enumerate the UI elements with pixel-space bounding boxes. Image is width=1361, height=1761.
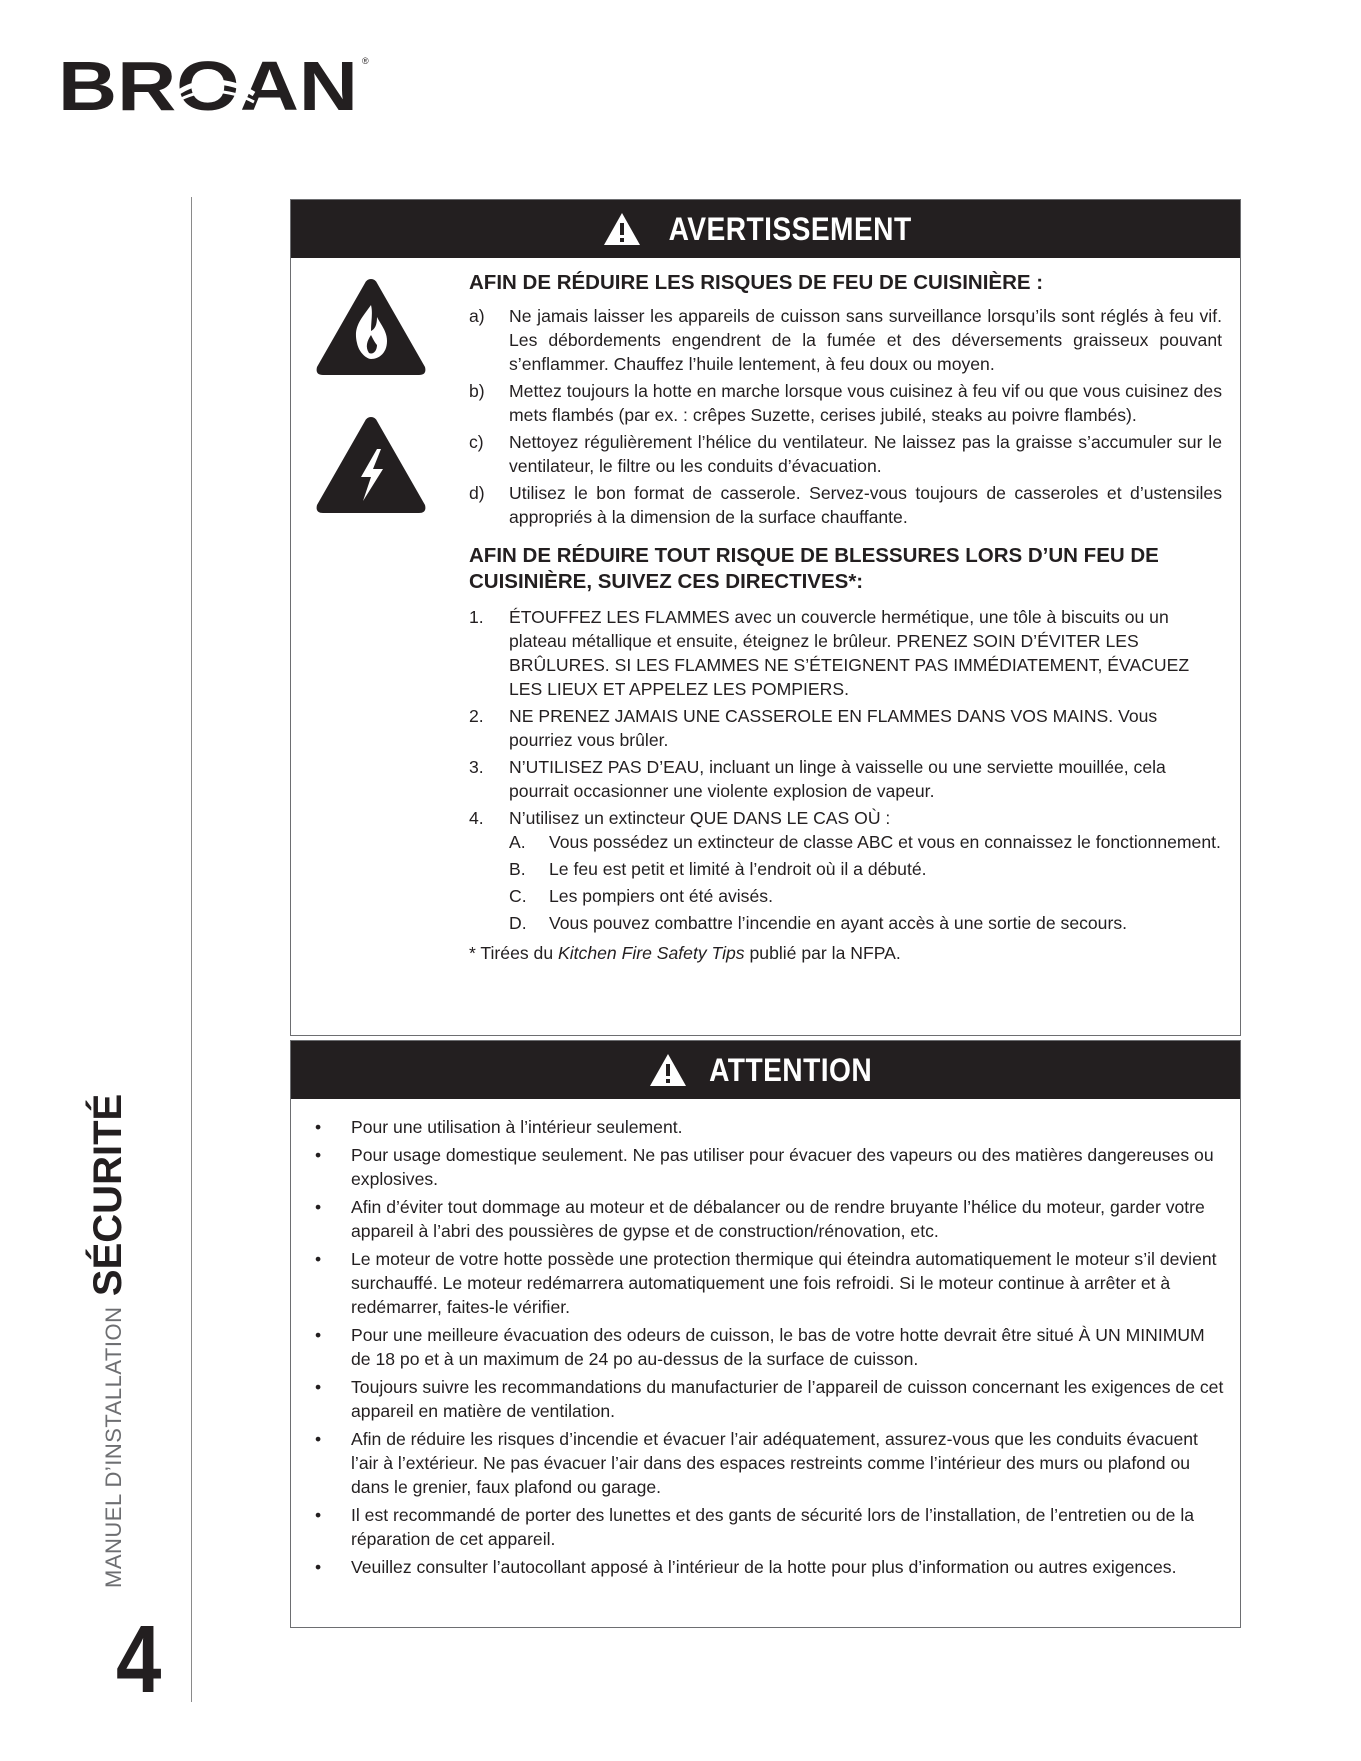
bullet: • <box>315 1557 322 1577</box>
warning-heading-injury: AFIN DE RÉDUIRE TOUT RISQUE DE BLESSURES LORS D’UN FEU DE CUISINIÈRE, SUIVEZ CES DIRECTIVES*: <box>469 544 1159 593</box>
caution-box <box>290 1040 1241 1628</box>
registered-mark: ® <box>362 56 369 66</box>
item-text: N’utilisez un extincteur QUE DANS LE CAS OÙ : <box>509 808 891 828</box>
item-body <box>509 806 1222 938</box>
item-text: Pour usage domestique seulement. Ne pas utiliser pour évacuer des vapeurs ou des matières dangereuses ou explosives. <box>351 1145 1214 1189</box>
caution-title: ATTENTION <box>709 1051 872 1088</box>
list-item <box>469 481 1222 529</box>
list-item <box>311 1247 1228 1319</box>
list-item <box>311 1375 1228 1423</box>
bullet: • <box>315 1377 322 1397</box>
list-item <box>311 1427 1228 1499</box>
hazard-icons <box>313 275 429 551</box>
sub-item-marker: D. <box>509 913 527 933</box>
sidebar-label <box>86 1094 131 1588</box>
sub-list-item <box>509 857 1222 881</box>
list-item <box>311 1143 1228 1191</box>
manual-label: MANUEL D’INSTALLATION <box>101 1306 126 1588</box>
broan-logo <box>58 54 378 118</box>
injury-directives-list <box>469 605 1222 938</box>
page-number: 4 <box>116 1606 162 1713</box>
list-item <box>469 430 1222 478</box>
note-title: Kitchen Fire Safety Tips <box>558 943 745 963</box>
item-text: Afin d’éviter tout dommage au moteur et de débalancer ou de rendre bruyante l’hélice du moteur, garder votre appareil à l’abri des poussières de gypse et de construction/rénovation, etc. <box>351 1197 1205 1241</box>
fire-risk-list <box>469 304 1222 529</box>
item-text: ÉTOUFFEZ LES FLAMMES avec un couvercle hermétique, une tôle à biscuits ou un plateau métallique et ensuite, éteignez le brûleur. PRENEZ SOIN D’ÉVITER LES BRÛLURES. SI LES FLAMMES NE S’ÉTEIGNENT PAS IMMÉDIATEMENT, ÉVACUEZ LES LIEUX ET APPELEZ LES POMPIERS. <box>509 607 1190 699</box>
warning-triangle-icon <box>602 211 642 247</box>
item-marker: a) <box>469 306 485 326</box>
list-item <box>469 379 1222 427</box>
list-item <box>469 806 1222 938</box>
bullet: • <box>315 1197 322 1217</box>
item-marker: 3. <box>469 757 484 777</box>
warning-content <box>469 270 1222 965</box>
item-text: Afin de réduire les risques d’incendie et évacuer l’air adéquatement, assurez-vous que les conduits évacuent l’air à l’extérieur. Ne pas évacuer l’air dans des espaces restreints comme l’intérieur des murs ou plafond ou dans le grenier, faux plafond ou garage. <box>351 1429 1198 1497</box>
list-item <box>469 704 1222 752</box>
list-item <box>311 1555 1228 1579</box>
list-item <box>311 1115 1228 1139</box>
sub-item-marker: B. <box>509 859 526 879</box>
sub-item-marker: C. <box>509 886 527 906</box>
list-item <box>469 304 1222 376</box>
item-text: Nettoyez régulièrement l’hélice du ventilateur. Ne laissez pas la graisse s’accumuler sur le ventilateur, le filtre ou les conduits d’évacuation. <box>509 432 1222 476</box>
sub-item-text: Le feu est petit et limité à l’endroit où il a débuté. <box>549 859 927 879</box>
list-item <box>469 755 1222 803</box>
bullet: • <box>315 1249 322 1269</box>
item-text: Utilisez le bon format de casserole. Servez-vous toujours de casseroles et d’ustensiles appropriés à la dimension de la surface chauffante. <box>509 483 1222 527</box>
item-text: Pour une meilleure évacuation des odeurs de cuisson, le bas de votre hotte devrait être situé À UN MINIMUM de 18 po et à un maximum de 24 po au-dessus de la surface de cuisson. <box>351 1325 1205 1369</box>
list-item <box>311 1503 1228 1551</box>
item-marker: 1. <box>469 607 484 627</box>
bullet: • <box>315 1145 322 1165</box>
sub-item-text: Les pompiers ont été avisés. <box>549 886 773 906</box>
warning-header <box>291 200 1240 258</box>
caution-list <box>311 1115 1228 1583</box>
item-marker: c) <box>469 432 484 452</box>
item-text: Toujours suivre les recommandations du manufacturier de l’appareil de cuisson concernant les exigences de cet appareil en matière de ventilation. <box>351 1377 1224 1421</box>
note-suffix: publié par la NFPA. <box>744 943 901 963</box>
list-item <box>311 1323 1228 1371</box>
item-text: Le moteur de votre hotte possède une protection thermique qui éteindra automatiquement le moteur s’il devient surchauffé. Le moteur redémarrera automatiquement une fois refroidi. Si le moteur continue à arrêter et à redémarrer, faites-le vérifier. <box>351 1249 1217 1317</box>
item-marker: 2. <box>469 706 484 726</box>
item-marker: 4. <box>469 808 484 828</box>
bullet: • <box>315 1325 322 1345</box>
sidebar-divider <box>191 197 192 1702</box>
electric-shock-icon <box>313 413 429 517</box>
source-note <box>469 941 1222 965</box>
sub-item-text: Vous possédez un extincteur de classe ABC et vous en connaissez le fonctionnement. <box>549 832 1221 852</box>
note-prefix: * Tirées du <box>469 943 558 963</box>
item-text: Il est recommandé de porter des lunettes et des gants de sécurité lors de l’installation, de l’entretien ou de la réparation de cet appareil. <box>351 1505 1195 1549</box>
extinguisher-conditions-list <box>509 830 1222 935</box>
item-text: Pour une utilisation à l’intérieur seulement. <box>351 1117 683 1137</box>
warning-box <box>290 199 1241 1036</box>
item-text: N’UTILISEZ PAS D’EAU, incluant un linge à vaisselle ou une serviette mouillée, cela pourrait occasionner une violente explosion de vapeur. <box>509 757 1166 801</box>
sub-list-item <box>509 911 1222 935</box>
fire-hazard-icon <box>313 275 429 379</box>
item-text: NE PRENEZ JAMAIS UNE CASSEROLE EN FLAMMES DANS VOS MAINS. Vous pourriez vous brûler. <box>509 706 1158 750</box>
item-marker: b) <box>469 381 485 401</box>
sub-item-text: Vous pouvez combattre l’incendie en ayant accès à une sortie de secours. <box>549 913 1128 933</box>
warning-title: AVERTISSEMENT <box>668 210 913 247</box>
bullet: • <box>315 1505 322 1525</box>
item-marker: d) <box>469 483 485 503</box>
sub-list-item <box>509 830 1222 854</box>
sub-list-item <box>509 884 1222 908</box>
bullet: • <box>315 1117 322 1137</box>
sub-item-marker: A. <box>509 832 526 852</box>
caution-header <box>291 1041 1240 1099</box>
section-title: SÉCURITÉ <box>86 1093 130 1297</box>
item-text: Ne jamais laisser les appareils de cuisson sans surveillance lorsqu’ils sont réglés à feu vif. Les débordements engendrent de la fumée et des déversements graisseux pouvant s’enflammer. Chauffez l’huile lentement, à feu doux ou moyen. <box>509 306 1222 374</box>
warning-heading-fire: AFIN DE RÉDUIRE LES RISQUES DE FEU DE CUISINIÈRE : <box>469 271 1044 294</box>
list-item <box>311 1195 1228 1243</box>
bullet: • <box>315 1429 322 1449</box>
list-item <box>469 605 1222 701</box>
logo-text: BROAN <box>58 54 358 118</box>
item-text: Mettez toujours la hotte en marche lorsque vous cuisinez à feu vif ou que vous cuisinez des mets flambés (par ex. : crêpes Suzette, cerises jubilé, steaks au poivre flambés). <box>509 381 1222 425</box>
warning-triangle-icon <box>648 1052 688 1088</box>
item-text: Veuillez consulter l’autocollant apposé à l’intérieur de la hotte pour plus d’information ou autres exigences. <box>351 1557 1177 1577</box>
